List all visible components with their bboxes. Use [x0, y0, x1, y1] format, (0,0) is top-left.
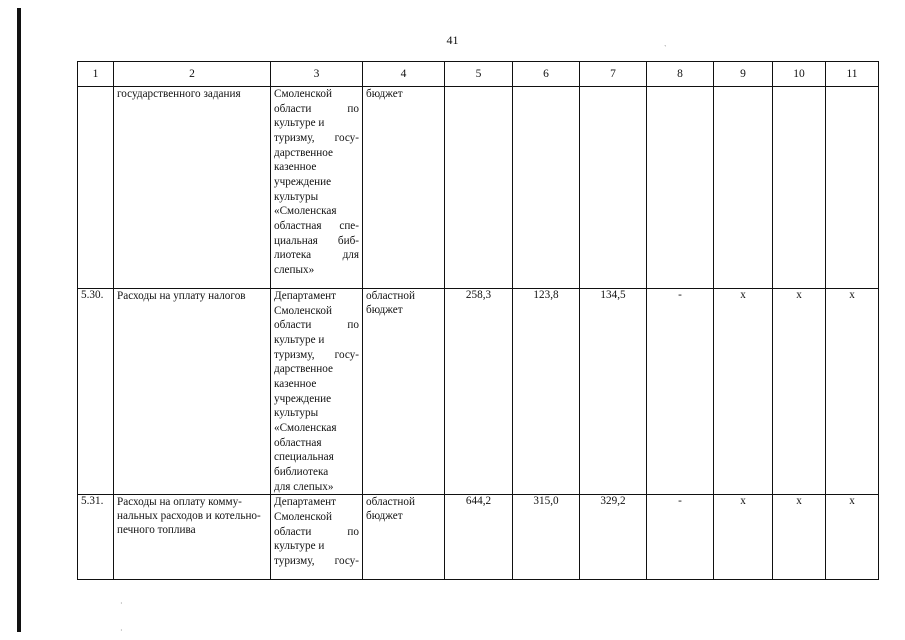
value-col6 — [513, 87, 580, 289]
value-col11: х — [826, 289, 879, 495]
executor-line: областная — [274, 436, 322, 449]
executor-line: областная спе- — [274, 219, 359, 232]
value-col7: 329,2 — [580, 495, 647, 580]
value-col9 — [714, 87, 773, 289]
column-header: 5 — [445, 62, 513, 87]
funding-source-text: бюджет — [366, 88, 403, 100]
value-col6: 123,8 — [513, 289, 580, 495]
column-header: 9 — [714, 62, 773, 87]
executor-line: «Смоленская — [274, 421, 337, 434]
column-header: 4 — [363, 62, 445, 87]
expense-name-text: Расходы на оплату комму-нальных расходов и котельно-печного топлива — [117, 496, 261, 537]
executor-line: области по — [274, 102, 359, 115]
executor — [271, 495, 363, 580]
column-header: 8 — [647, 62, 714, 87]
row-number: 5.30. — [78, 289, 114, 495]
executor-line: Смоленской — [274, 510, 332, 523]
value-col11: х — [826, 495, 879, 580]
executor-line: циальная биб- — [274, 234, 359, 247]
value-col8: - — [647, 289, 714, 495]
scan-speck: · — [120, 626, 123, 635]
value-col8 — [647, 87, 714, 289]
left-margin-bar — [17, 8, 21, 632]
executor — [271, 87, 363, 289]
executor-line: туризму, госу- — [274, 348, 359, 361]
expense-name — [114, 495, 271, 580]
executor-line: слепых» — [274, 263, 315, 276]
executor-line: казенное — [274, 377, 317, 390]
executor — [271, 289, 363, 495]
expense-name-text: государственного задания — [117, 88, 241, 100]
value-col8: - — [647, 495, 714, 580]
column-header: 2 — [114, 62, 271, 87]
executor-line: Департамент — [274, 290, 337, 302]
column-header: 6 — [513, 62, 580, 87]
executor-line: туризму, госу- — [274, 131, 359, 144]
executor-line: культуре и — [274, 333, 325, 346]
column-header: 10 — [773, 62, 826, 87]
table-row — [78, 87, 879, 289]
funding-source — [363, 289, 445, 495]
funding-source-text: областной бюджет — [366, 496, 415, 523]
value-col9: х — [714, 495, 773, 580]
column-header: 1 — [78, 62, 114, 87]
value-col10: х — [773, 495, 826, 580]
expense-name — [114, 87, 271, 289]
executor-line: культуры — [274, 190, 319, 203]
executor-line: для слепых» — [274, 480, 334, 493]
scan-speck: · — [120, 599, 123, 608]
value-col11 — [826, 87, 879, 289]
value-col6: 315,0 — [513, 495, 580, 580]
budget-table — [77, 61, 879, 580]
funding-source-text: областной бюджет — [366, 290, 415, 316]
table-row — [78, 289, 879, 495]
executor-line: культуры — [274, 407, 319, 420]
table-row — [78, 495, 879, 580]
executor-line: специальная — [274, 451, 334, 464]
column-header: 7 — [580, 62, 647, 87]
executor-line: библиотека — [274, 465, 329, 478]
value-col5 — [445, 87, 513, 289]
funding-source — [363, 87, 445, 289]
executor-line: казенное — [274, 161, 317, 174]
row-number: 5.31. — [78, 495, 114, 580]
value-col7 — [580, 87, 647, 289]
value-col10: х — [773, 289, 826, 495]
value-col10 — [773, 87, 826, 289]
executor-line: Смоленской — [274, 88, 332, 100]
executor-line: Департамент — [274, 496, 337, 509]
executor-line: учреждение — [274, 392, 332, 405]
executor-line: туризму, госу- — [274, 554, 359, 567]
value-col5: 258,3 — [445, 289, 513, 495]
executor-line: лиотека для — [274, 249, 359, 262]
executor-line: дарственное — [274, 146, 333, 159]
column-header: 3 — [271, 62, 363, 87]
executor-line: «Смоленская — [274, 205, 337, 218]
funding-source — [363, 495, 445, 580]
scan-speck: ` — [664, 44, 667, 53]
expense-name — [114, 289, 271, 495]
row-number — [78, 87, 114, 289]
column-header: 11 — [826, 62, 879, 87]
value-col7: 134,5 — [580, 289, 647, 495]
executor-line: дарственное — [274, 363, 333, 376]
executor-line: области по — [274, 319, 359, 332]
value-col9: х — [714, 289, 773, 495]
executor-line: Смоленской — [274, 304, 332, 317]
executor-line: культуре и — [274, 540, 325, 553]
value-col5: 644,2 — [445, 495, 513, 580]
page-number: 41 — [446, 33, 459, 47]
executor-line: культуре и — [274, 117, 325, 130]
executor-line: области по — [274, 525, 359, 538]
table-header-row — [78, 62, 879, 87]
executor-line: учреждение — [274, 175, 332, 188]
expense-name-text: Расходы на уплату налогов — [117, 290, 246, 302]
